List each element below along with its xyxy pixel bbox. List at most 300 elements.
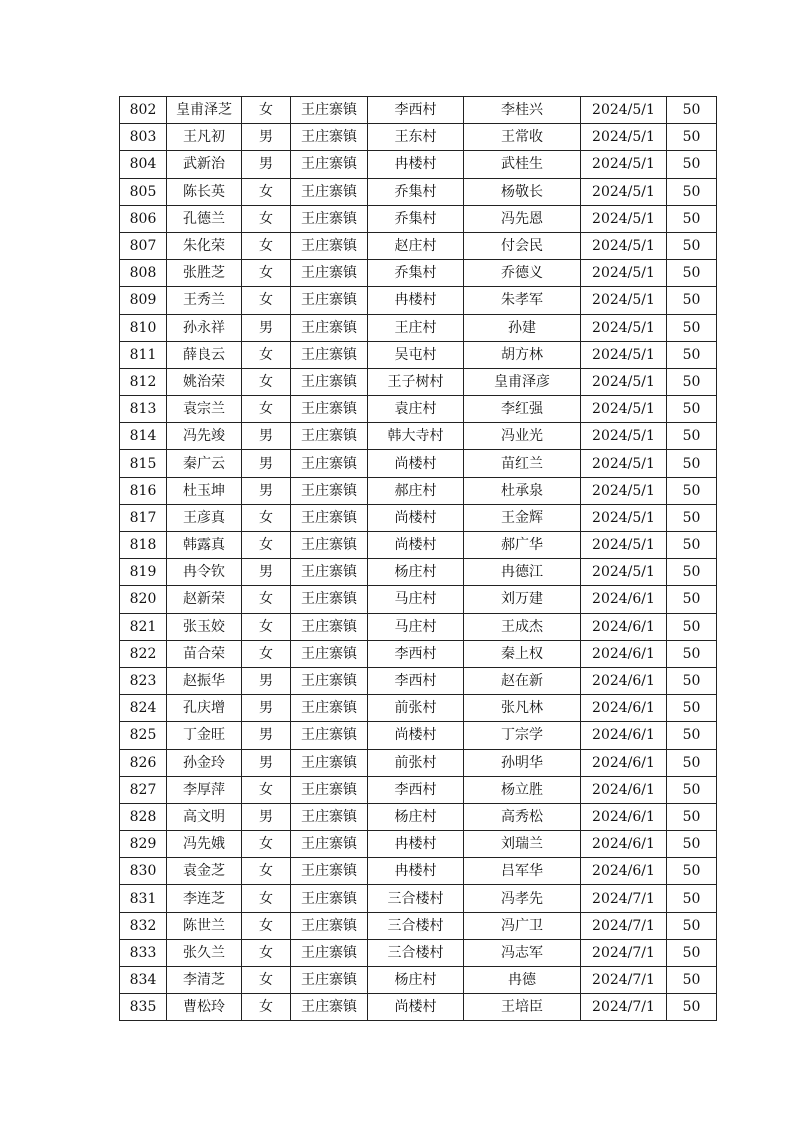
town-cell: 王庄寨镇	[291, 178, 368, 205]
date-cell: 2024/5/1	[581, 287, 667, 314]
name-cell: 皇甫泽芝	[167, 97, 242, 124]
table-row	[120, 858, 717, 885]
gender-cell: 女	[242, 586, 291, 613]
date-cell: 2024/7/1	[581, 939, 667, 966]
related-person-cell: 杨敬长	[464, 178, 581, 205]
town-cell: 王庄寨镇	[291, 287, 368, 314]
date-cell: 2024/5/1	[581, 396, 667, 423]
name-cell: 张玉姣	[167, 613, 242, 640]
serial-number-cell: 816	[120, 477, 167, 504]
town-cell: 王庄寨镇	[291, 314, 368, 341]
table-row	[120, 396, 717, 423]
table-row	[120, 831, 717, 858]
name-cell: 张胜芝	[167, 260, 242, 287]
village-cell: 王东村	[368, 124, 464, 151]
gender-cell: 女	[242, 341, 291, 368]
serial-number-cell: 823	[120, 667, 167, 694]
amount-cell: 50	[667, 450, 717, 477]
amount-cell: 50	[667, 504, 717, 531]
related-person-cell: 杨立胜	[464, 776, 581, 803]
serial-number-cell: 804	[120, 151, 167, 178]
village-cell: 李西村	[368, 97, 464, 124]
village-cell: 杨庄村	[368, 803, 464, 830]
name-cell: 姚治荣	[167, 368, 242, 395]
gender-cell: 女	[242, 776, 291, 803]
gender-cell: 女	[242, 885, 291, 912]
name-cell: 杜玉坤	[167, 477, 242, 504]
table-row	[120, 613, 717, 640]
gender-cell: 女	[242, 912, 291, 939]
date-cell: 2024/6/1	[581, 667, 667, 694]
table-row	[120, 912, 717, 939]
town-cell: 王庄寨镇	[291, 667, 368, 694]
table-row	[120, 994, 717, 1021]
table-row	[120, 776, 717, 803]
amount-cell: 50	[667, 695, 717, 722]
serial-number-cell: 810	[120, 314, 167, 341]
town-cell: 王庄寨镇	[291, 151, 368, 178]
amount-cell: 50	[667, 722, 717, 749]
amount-cell: 50	[667, 314, 717, 341]
related-person-cell: 冯业光	[464, 423, 581, 450]
town-cell: 王庄寨镇	[291, 368, 368, 395]
serial-number-cell: 802	[120, 97, 167, 124]
serial-number-cell: 827	[120, 776, 167, 803]
related-person-cell: 冯广卫	[464, 912, 581, 939]
serial-number-cell: 819	[120, 559, 167, 586]
gender-cell: 女	[242, 205, 291, 232]
village-cell: 冉楼村	[368, 858, 464, 885]
amount-cell: 50	[667, 994, 717, 1021]
table-row	[120, 368, 717, 395]
name-cell: 王彦真	[167, 504, 242, 531]
table-row	[120, 287, 717, 314]
gender-cell: 男	[242, 151, 291, 178]
serial-number-cell: 830	[120, 858, 167, 885]
village-cell: 尚楼村	[368, 450, 464, 477]
amount-cell: 50	[667, 124, 717, 151]
date-cell: 2024/6/1	[581, 803, 667, 830]
serial-number-cell: 829	[120, 831, 167, 858]
table-row	[120, 885, 717, 912]
date-cell: 2024/5/1	[581, 450, 667, 477]
date-cell: 2024/5/1	[581, 423, 667, 450]
gender-cell: 男	[242, 695, 291, 722]
serial-number-cell: 814	[120, 423, 167, 450]
date-cell: 2024/5/1	[581, 97, 667, 124]
related-person-cell: 丁宗学	[464, 722, 581, 749]
gender-cell: 女	[242, 640, 291, 667]
gender-cell: 女	[242, 613, 291, 640]
town-cell: 王庄寨镇	[291, 912, 368, 939]
related-person-cell: 武桂生	[464, 151, 581, 178]
date-cell: 2024/5/1	[581, 368, 667, 395]
date-cell: 2024/6/1	[581, 640, 667, 667]
date-cell: 2024/6/1	[581, 858, 667, 885]
town-cell: 王庄寨镇	[291, 423, 368, 450]
table-row	[120, 341, 717, 368]
records-table	[119, 96, 717, 1021]
date-cell: 2024/7/1	[581, 885, 667, 912]
village-cell: 冉楼村	[368, 151, 464, 178]
amount-cell: 50	[667, 178, 717, 205]
serial-number-cell: 822	[120, 640, 167, 667]
date-cell: 2024/5/1	[581, 504, 667, 531]
table-row	[120, 205, 717, 232]
village-cell: 尚楼村	[368, 504, 464, 531]
gender-cell: 女	[242, 858, 291, 885]
related-person-cell: 冯先恩	[464, 205, 581, 232]
name-cell: 袁金芝	[167, 858, 242, 885]
serial-number-cell: 828	[120, 803, 167, 830]
gender-cell: 男	[242, 559, 291, 586]
table-row	[120, 260, 717, 287]
serial-number-cell: 825	[120, 722, 167, 749]
amount-cell: 50	[667, 803, 717, 830]
village-cell: 前张村	[368, 695, 464, 722]
table-row	[120, 151, 717, 178]
amount-cell: 50	[667, 151, 717, 178]
date-cell: 2024/5/1	[581, 205, 667, 232]
name-cell: 曹松玲	[167, 994, 242, 1021]
name-cell: 丁金旺	[167, 722, 242, 749]
related-person-cell: 王金辉	[464, 504, 581, 531]
gender-cell: 男	[242, 423, 291, 450]
amount-cell: 50	[667, 831, 717, 858]
name-cell: 李厚萍	[167, 776, 242, 803]
amount-cell: 50	[667, 776, 717, 803]
name-cell: 陈长英	[167, 178, 242, 205]
name-cell: 薛良云	[167, 341, 242, 368]
name-cell: 冯先竣	[167, 423, 242, 450]
related-person-cell: 冉德江	[464, 559, 581, 586]
amount-cell: 50	[667, 912, 717, 939]
related-person-cell: 王常收	[464, 124, 581, 151]
gender-cell: 女	[242, 178, 291, 205]
name-cell: 王秀兰	[167, 287, 242, 314]
date-cell: 2024/5/1	[581, 559, 667, 586]
amount-cell: 50	[667, 260, 717, 287]
name-cell: 陈世兰	[167, 912, 242, 939]
amount-cell: 50	[667, 341, 717, 368]
name-cell: 李连芝	[167, 885, 242, 912]
town-cell: 王庄寨镇	[291, 559, 368, 586]
serial-number-cell: 808	[120, 260, 167, 287]
related-person-cell: 李桂兴	[464, 97, 581, 124]
date-cell: 2024/5/1	[581, 477, 667, 504]
date-cell: 2024/7/1	[581, 912, 667, 939]
related-person-cell: 朱孝军	[464, 287, 581, 314]
town-cell: 王庄寨镇	[291, 722, 368, 749]
town-cell: 王庄寨镇	[291, 205, 368, 232]
table-row	[120, 532, 717, 559]
related-person-cell: 秦上权	[464, 640, 581, 667]
town-cell: 王庄寨镇	[291, 232, 368, 259]
table-row	[120, 559, 717, 586]
village-cell: 王子树村	[368, 368, 464, 395]
village-cell: 杨庄村	[368, 559, 464, 586]
town-cell: 王庄寨镇	[291, 450, 368, 477]
amount-cell: 50	[667, 205, 717, 232]
town-cell: 王庄寨镇	[291, 749, 368, 776]
amount-cell: 50	[667, 97, 717, 124]
gender-cell: 男	[242, 749, 291, 776]
related-person-cell: 苗红兰	[464, 450, 581, 477]
town-cell: 王庄寨镇	[291, 776, 368, 803]
village-cell: 三合楼村	[368, 885, 464, 912]
related-person-cell: 孙建	[464, 314, 581, 341]
village-cell: 韩大寺村	[368, 423, 464, 450]
town-cell: 王庄寨镇	[291, 260, 368, 287]
gender-cell: 女	[242, 939, 291, 966]
table-row	[120, 667, 717, 694]
gender-cell: 女	[242, 287, 291, 314]
table-row	[120, 749, 717, 776]
amount-cell: 50	[667, 559, 717, 586]
date-cell: 2024/7/1	[581, 994, 667, 1021]
date-cell: 2024/6/1	[581, 695, 667, 722]
serial-number-cell: 833	[120, 939, 167, 966]
name-cell: 赵振华	[167, 667, 242, 694]
gender-cell: 女	[242, 967, 291, 994]
name-cell: 冯先娥	[167, 831, 242, 858]
serial-number-cell: 834	[120, 967, 167, 994]
date-cell: 2024/6/1	[581, 722, 667, 749]
village-cell: 郝庄村	[368, 477, 464, 504]
table-row	[120, 477, 717, 504]
amount-cell: 50	[667, 613, 717, 640]
town-cell: 王庄寨镇	[291, 504, 368, 531]
village-cell: 马庄村	[368, 613, 464, 640]
town-cell: 王庄寨镇	[291, 97, 368, 124]
name-cell: 孙永祥	[167, 314, 242, 341]
related-person-cell: 李红强	[464, 396, 581, 423]
town-cell: 王庄寨镇	[291, 695, 368, 722]
related-person-cell: 王培臣	[464, 994, 581, 1021]
name-cell: 张久兰	[167, 939, 242, 966]
name-cell: 韩露真	[167, 532, 242, 559]
date-cell: 2024/5/1	[581, 260, 667, 287]
date-cell: 2024/6/1	[581, 613, 667, 640]
village-cell: 尚楼村	[368, 532, 464, 559]
table-row	[120, 314, 717, 341]
serial-number-cell: 815	[120, 450, 167, 477]
village-cell: 前张村	[368, 749, 464, 776]
gender-cell: 女	[242, 368, 291, 395]
amount-cell: 50	[667, 477, 717, 504]
town-cell: 王庄寨镇	[291, 967, 368, 994]
village-cell: 杨庄村	[368, 967, 464, 994]
related-person-cell: 王成杰	[464, 613, 581, 640]
amount-cell: 50	[667, 232, 717, 259]
table-row	[120, 939, 717, 966]
date-cell: 2024/5/1	[581, 341, 667, 368]
name-cell: 孔德兰	[167, 205, 242, 232]
town-cell: 王庄寨镇	[291, 803, 368, 830]
related-person-cell: 张凡林	[464, 695, 581, 722]
related-person-cell: 郝广华	[464, 532, 581, 559]
table-row	[120, 178, 717, 205]
town-cell: 王庄寨镇	[291, 858, 368, 885]
date-cell: 2024/5/1	[581, 124, 667, 151]
village-cell: 袁庄村	[368, 396, 464, 423]
town-cell: 王庄寨镇	[291, 640, 368, 667]
name-cell: 孙金玲	[167, 749, 242, 776]
village-cell: 王庄村	[368, 314, 464, 341]
name-cell: 朱化荣	[167, 232, 242, 259]
gender-cell: 女	[242, 260, 291, 287]
table-row	[120, 586, 717, 613]
date-cell: 2024/6/1	[581, 776, 667, 803]
town-cell: 王庄寨镇	[291, 831, 368, 858]
gender-cell: 女	[242, 994, 291, 1021]
table-row	[120, 803, 717, 830]
amount-cell: 50	[667, 667, 717, 694]
related-person-cell: 赵在新	[464, 667, 581, 694]
related-person-cell: 冯志军	[464, 939, 581, 966]
table-row	[120, 97, 717, 124]
amount-cell: 50	[667, 885, 717, 912]
serial-number-cell: 821	[120, 613, 167, 640]
gender-cell: 女	[242, 831, 291, 858]
name-cell: 王凡初	[167, 124, 242, 151]
table-row	[120, 124, 717, 151]
gender-cell: 男	[242, 450, 291, 477]
date-cell: 2024/6/1	[581, 749, 667, 776]
table-row	[120, 640, 717, 667]
amount-cell: 50	[667, 858, 717, 885]
village-cell: 李西村	[368, 776, 464, 803]
related-person-cell: 孙明华	[464, 749, 581, 776]
serial-number-cell: 807	[120, 232, 167, 259]
village-cell: 赵庄村	[368, 232, 464, 259]
serial-number-cell: 805	[120, 178, 167, 205]
serial-number-cell: 835	[120, 994, 167, 1021]
related-person-cell: 刘瑞兰	[464, 831, 581, 858]
records-table-body	[120, 97, 717, 1021]
town-cell: 王庄寨镇	[291, 586, 368, 613]
town-cell: 王庄寨镇	[291, 885, 368, 912]
serial-number-cell: 817	[120, 504, 167, 531]
name-cell: 高文明	[167, 803, 242, 830]
village-cell: 乔集村	[368, 260, 464, 287]
gender-cell: 女	[242, 504, 291, 531]
gender-cell: 男	[242, 722, 291, 749]
date-cell: 2024/6/1	[581, 586, 667, 613]
serial-number-cell: 809	[120, 287, 167, 314]
name-cell: 冉令钦	[167, 559, 242, 586]
date-cell: 2024/5/1	[581, 178, 667, 205]
gender-cell: 女	[242, 532, 291, 559]
village-cell: 乔集村	[368, 205, 464, 232]
serial-number-cell: 831	[120, 885, 167, 912]
name-cell: 袁宗兰	[167, 396, 242, 423]
related-person-cell: 胡方林	[464, 341, 581, 368]
town-cell: 王庄寨镇	[291, 341, 368, 368]
gender-cell: 女	[242, 232, 291, 259]
village-cell: 冉楼村	[368, 287, 464, 314]
table-row	[120, 722, 717, 749]
serial-number-cell: 811	[120, 341, 167, 368]
amount-cell: 50	[667, 396, 717, 423]
amount-cell: 50	[667, 586, 717, 613]
serial-number-cell: 806	[120, 205, 167, 232]
related-person-cell: 吕军华	[464, 858, 581, 885]
serial-number-cell: 803	[120, 124, 167, 151]
gender-cell: 男	[242, 803, 291, 830]
name-cell: 赵新荣	[167, 586, 242, 613]
related-person-cell: 付会民	[464, 232, 581, 259]
related-person-cell: 冉德	[464, 967, 581, 994]
serial-number-cell: 826	[120, 749, 167, 776]
serial-number-cell: 818	[120, 532, 167, 559]
name-cell: 秦广云	[167, 450, 242, 477]
table-row	[120, 967, 717, 994]
serial-number-cell: 820	[120, 586, 167, 613]
serial-number-cell: 813	[120, 396, 167, 423]
amount-cell: 50	[667, 967, 717, 994]
date-cell: 2024/7/1	[581, 967, 667, 994]
amount-cell: 50	[667, 749, 717, 776]
village-cell: 尚楼村	[368, 994, 464, 1021]
related-person-cell: 刘万建	[464, 586, 581, 613]
name-cell: 苗合荣	[167, 640, 242, 667]
serial-number-cell: 824	[120, 695, 167, 722]
town-cell: 王庄寨镇	[291, 124, 368, 151]
serial-number-cell: 812	[120, 368, 167, 395]
table-row	[120, 504, 717, 531]
date-cell: 2024/5/1	[581, 232, 667, 259]
amount-cell: 50	[667, 640, 717, 667]
gender-cell: 女	[242, 396, 291, 423]
town-cell: 王庄寨镇	[291, 477, 368, 504]
amount-cell: 50	[667, 423, 717, 450]
gender-cell: 男	[242, 124, 291, 151]
gender-cell: 女	[242, 97, 291, 124]
amount-cell: 50	[667, 287, 717, 314]
gender-cell: 男	[242, 477, 291, 504]
village-cell: 三合楼村	[368, 912, 464, 939]
gender-cell: 男	[242, 314, 291, 341]
gender-cell: 男	[242, 667, 291, 694]
serial-number-cell: 832	[120, 912, 167, 939]
village-cell: 冉楼村	[368, 831, 464, 858]
name-cell: 武新治	[167, 151, 242, 178]
related-person-cell: 乔德义	[464, 260, 581, 287]
table-row	[120, 423, 717, 450]
town-cell: 王庄寨镇	[291, 532, 368, 559]
village-cell: 吴屯村	[368, 341, 464, 368]
date-cell: 2024/5/1	[581, 314, 667, 341]
related-person-cell: 杜承泉	[464, 477, 581, 504]
village-cell: 李西村	[368, 667, 464, 694]
town-cell: 王庄寨镇	[291, 939, 368, 966]
table-row	[120, 232, 717, 259]
amount-cell: 50	[667, 368, 717, 395]
date-cell: 2024/5/1	[581, 151, 667, 178]
village-cell: 乔集村	[368, 178, 464, 205]
table-row	[120, 450, 717, 477]
name-cell: 孔庆增	[167, 695, 242, 722]
town-cell: 王庄寨镇	[291, 613, 368, 640]
related-person-cell: 皇甫泽彦	[464, 368, 581, 395]
related-person-cell: 冯孝先	[464, 885, 581, 912]
name-cell: 李清芝	[167, 967, 242, 994]
related-person-cell: 高秀松	[464, 803, 581, 830]
date-cell: 2024/5/1	[581, 532, 667, 559]
village-cell: 三合楼村	[368, 939, 464, 966]
village-cell: 尚楼村	[368, 722, 464, 749]
